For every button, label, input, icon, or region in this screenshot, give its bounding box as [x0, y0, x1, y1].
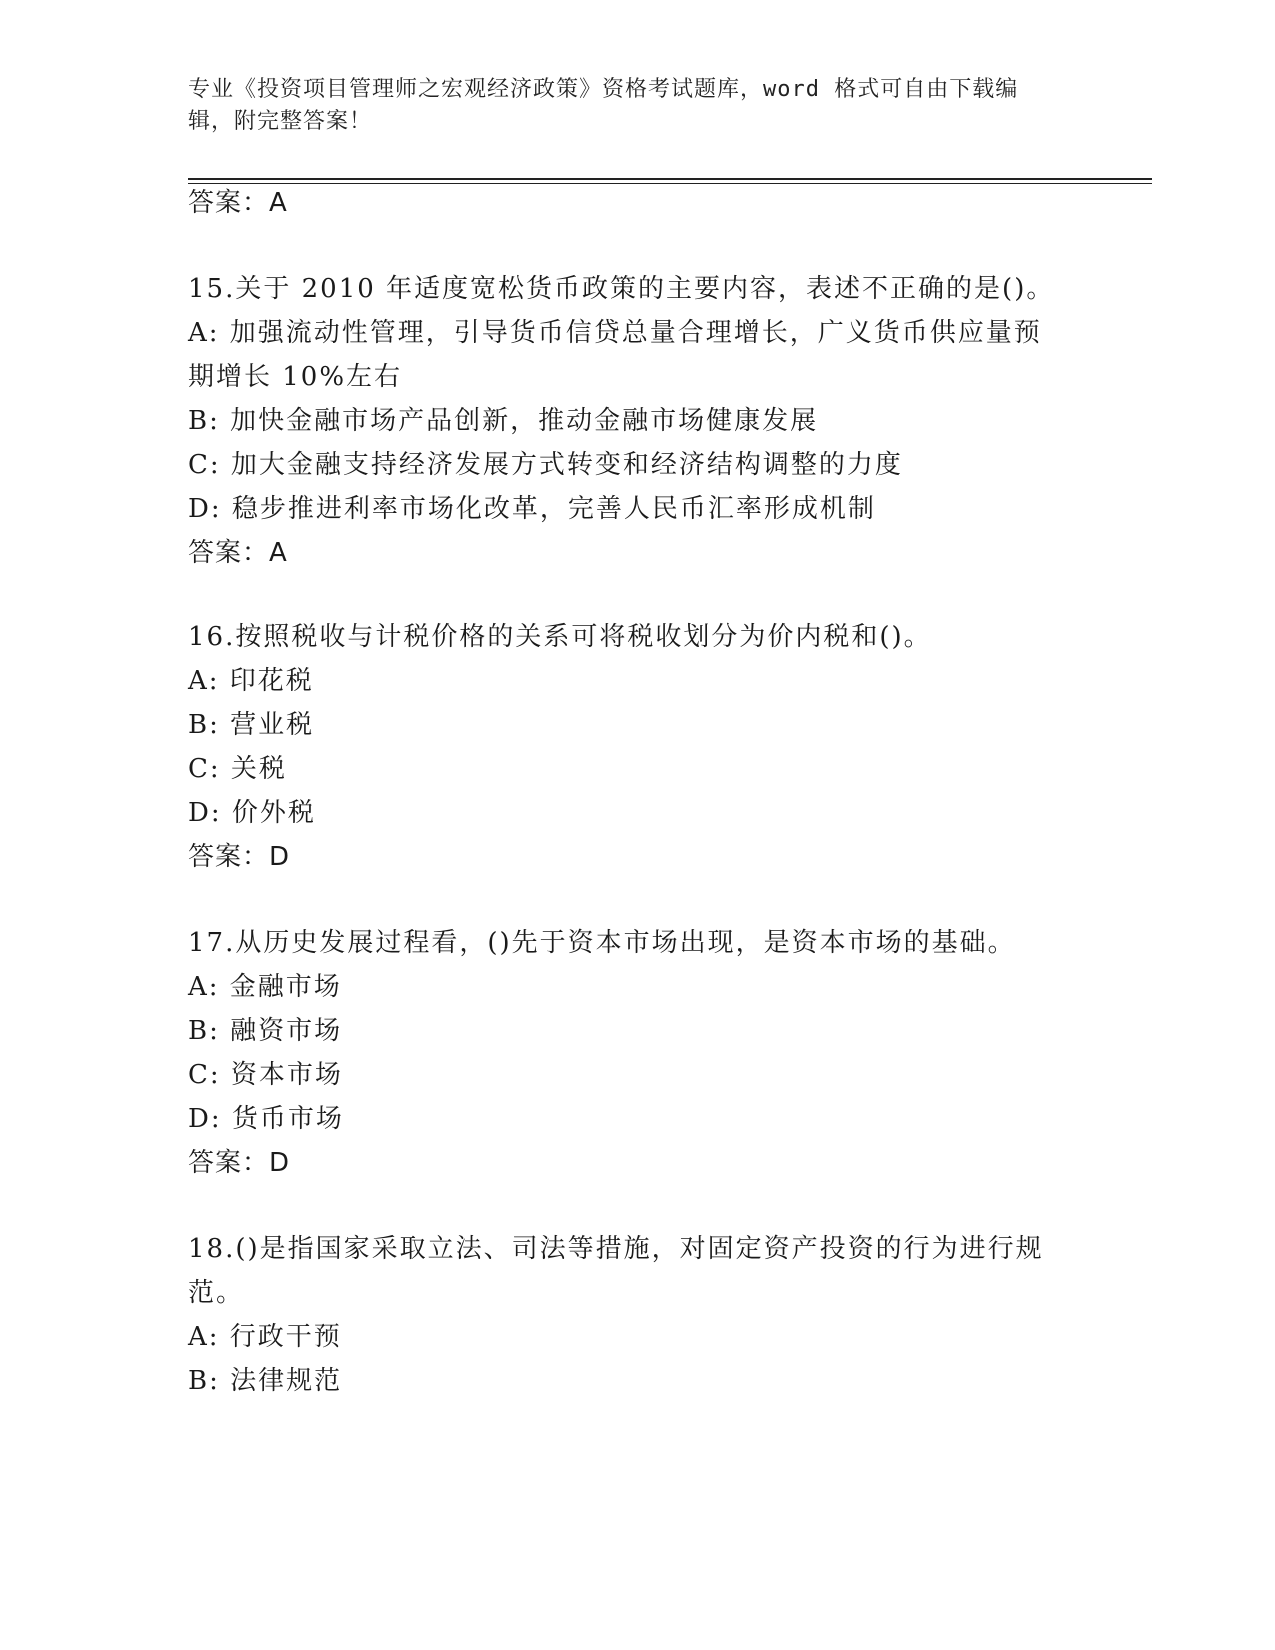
question-stem: 18.()是指国家采取立法、司法等措施，对固定资产投资的行为进行规 [188, 1234, 1044, 1264]
document-header [188, 74, 1088, 138]
option-line: B: 融资市场 [188, 1016, 343, 1046]
option-line: B: 营业税 [188, 710, 315, 740]
option-line: D: 稳步推进利率市场化改革，完善人民币汇率形成机制 [188, 494, 876, 524]
header-divider [188, 183, 1152, 184]
question-stem: 范。 [188, 1278, 245, 1308]
question-stem: 17.从历史发展过程看，()先于资本市场出现，是资本市场的基础。 [188, 928, 1016, 958]
question-stem: 16.按照税收与计税价格的关系可将税收划分为价内税和()。 [188, 622, 932, 652]
option-line: A: 加强流动性管理，引导货币信贷总量合理增长，广义货币供应量预 [188, 318, 1042, 348]
option-line: D: 货币市场 [188, 1104, 344, 1134]
answer-line: 答案：D [188, 842, 291, 872]
option-line: A: 印花税 [188, 666, 314, 696]
answer-line: 答案：D [188, 1148, 291, 1178]
question-stem: 15.关于 2010 年适度宽松货币政策的主要内容，表述不正确的是()。 [188, 274, 1055, 304]
option-line: C: 资本市场 [188, 1060, 343, 1090]
option-line: A: 行政干预 [188, 1322, 342, 1352]
option-line: B: 法律规范 [188, 1366, 343, 1396]
option-line: C: 加大金融支持经济发展方式转变和经济结构调整的力度 [188, 450, 903, 480]
answer-line: 答案：A [188, 188, 288, 218]
header-line: 辑，附完整答案！ [188, 109, 373, 134]
header-divider [188, 178, 1152, 180]
option-line: D: 价外税 [188, 798, 316, 828]
option-line: A: 金融市场 [188, 972, 342, 1002]
option-line: C: 关税 [188, 754, 287, 784]
header-line: 专业《投资项目管理师之宏观经济政策》资格考试题库，word 格式可自由下载编 [188, 77, 1019, 102]
option-line: 期增长 10%左右 [188, 362, 403, 392]
answer-line: 答案：A [188, 538, 288, 568]
option-line: B: 加快金融市场产品创新，推动金融市场健康发展 [188, 406, 819, 436]
